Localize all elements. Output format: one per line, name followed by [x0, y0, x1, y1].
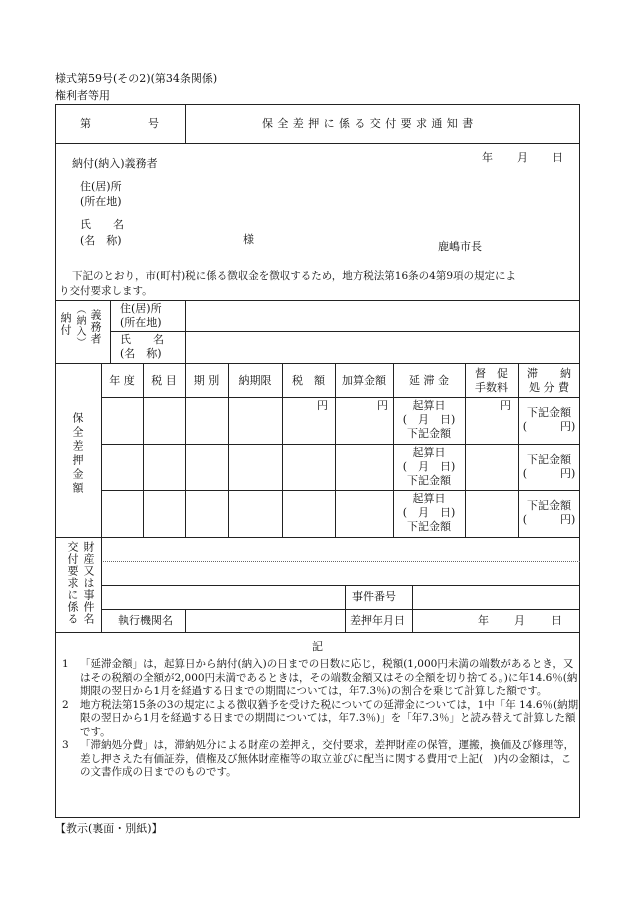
col-tax-item: 税 目	[151, 374, 177, 387]
divider	[412, 585, 413, 632]
form-subtitle: 権利者等用	[55, 89, 110, 102]
note-number: 3	[62, 739, 69, 751]
obligor-name: 氏 名	[120, 333, 164, 346]
divider	[228, 363, 229, 537]
divider	[185, 104, 186, 143]
name-label: 氏 名	[80, 218, 124, 231]
obligor-address: 住(居)所	[120, 302, 162, 315]
obligor-side-b: （納入）	[74, 304, 85, 348]
body-line-1: 下記のとおり，市(町村)税に係る徴収金を徴収するため，地方税法第16条の4第9項の規定によ	[72, 270, 516, 282]
property-side-a: 交付要求に係る	[66, 541, 79, 625]
issuer: 鹿嶋市長	[438, 240, 482, 253]
yen-additional: 円	[377, 399, 388, 412]
address-sub: (所在地)	[80, 195, 122, 208]
address-label: 住(居)所	[80, 180, 122, 193]
divider	[101, 444, 580, 445]
note-number: 1	[62, 658, 69, 670]
seizure-year: 年	[478, 614, 489, 627]
divider	[110, 331, 580, 332]
row1-delay-amount: 下記金額	[407, 427, 451, 440]
divider	[55, 300, 580, 301]
dotted-divider	[101, 561, 580, 562]
divider	[101, 490, 580, 491]
notes-heading: 記	[312, 640, 323, 653]
col-year: 年 度	[109, 374, 135, 387]
agency-label: 執行機関名	[118, 614, 173, 627]
col-period: 期 別	[193, 374, 220, 387]
document-title: 保全差押に係る交付要求通知書	[262, 117, 478, 130]
col-disposal-b: 処 分 費	[529, 381, 569, 394]
divider	[101, 363, 102, 632]
divider	[55, 363, 580, 364]
note-text: 「滞納処分費」は，滞納処分による財産の差押え，交付要求，差押財産の保管，運搬，換価及び修理等，差し押さえた有価証券，債権及び無体財産権等の取立並びに配当に関する費用で上記( )内の金額は，この文書作成の日までのものです。	[80, 739, 575, 778]
amount-side-label: 保全差押金額	[71, 412, 84, 496]
notes-list	[58, 658, 580, 780]
divider	[110, 300, 111, 363]
row3-delay-start: 起算日	[412, 492, 446, 505]
divider	[335, 363, 336, 537]
note-item	[58, 699, 580, 740]
yen-tax: 円	[317, 399, 328, 412]
divider	[282, 363, 283, 537]
name-sub: (名 称)	[80, 234, 122, 247]
date-month: 月	[517, 151, 528, 164]
divider	[101, 397, 580, 398]
seizure-month: 月	[514, 614, 525, 627]
row2-disposal-yen: ( 円)	[522, 467, 576, 480]
obligor-name-sub: (名 称)	[120, 347, 162, 360]
obligor-side-a: 納付	[59, 312, 72, 336]
divider	[185, 609, 186, 632]
note-text: 「延滞金額」は，起算日から納付(納入)の日までの日数に応じ，税額(1,000円未満の端数があるとき，又はその税額の全額が2,000円未満であるときは，その端数金額又はその全額を切り捨てる。)に年14.6％(納期限の翌日から1月を経過する日までの期間については，年7.3％)の割合を乗じて計算した額です。	[80, 658, 578, 697]
number-prefix: 第	[80, 117, 91, 130]
property-side-b: 財産又は事件名	[82, 541, 95, 625]
obligor-address-sub: (所在地)	[120, 316, 162, 329]
case-number-label: 事件番号	[352, 590, 396, 603]
row2-delay-amount: 下記金額	[407, 474, 451, 487]
divider	[185, 363, 186, 537]
col-fee-a: 督 促	[475, 367, 508, 380]
divider	[345, 585, 346, 632]
col-additional-tax: 加算金額	[342, 374, 386, 387]
col-delay-charge: 延 滞 金	[409, 374, 449, 387]
row1-disposal-yen: ( 円)	[522, 420, 576, 433]
row2-delay-start: 起算日	[412, 446, 446, 459]
row3-delay-date: ( 月 日)	[402, 506, 456, 519]
row3-delay-amount: 下記金額	[407, 520, 451, 533]
obligor-side-c: 義務者	[89, 309, 102, 345]
obligor-label: 納付(納入)義務者	[72, 157, 158, 170]
body-line-2: り交付要求します。	[59, 285, 153, 297]
divider	[55, 632, 580, 633]
date-day: 日	[552, 151, 563, 164]
honorific-sama: 様	[243, 233, 254, 246]
col-disposal-a: 滞 納	[527, 367, 571, 380]
row3-disposal-yen: ( 円)	[522, 513, 576, 526]
note-item	[58, 739, 580, 780]
divider	[55, 143, 580, 144]
note-text: 地方税法第15条の3の規定による徴収猶予を受けた税についての延滞金については，1中「年 14.6％(納期限の翌日から1月を経過する日までの期間については，年7.3％)」を「年7.3％」と読み替えて計算した額です。	[80, 698, 579, 738]
divider	[101, 609, 580, 610]
form-number: 様式第59号(その2)(第34条関係)	[55, 72, 218, 85]
yen-fee: 円	[500, 399, 511, 412]
number-suffix: 号	[148, 117, 159, 130]
col-fee-b: 手数料	[475, 381, 508, 394]
row2-disposal-amount: 下記金額	[527, 453, 571, 466]
divider	[101, 585, 580, 586]
seizure-day: 日	[551, 614, 562, 627]
note-item	[58, 658, 580, 699]
divider	[143, 363, 144, 537]
row1-delay-date: ( 月 日)	[402, 413, 456, 426]
row3-disposal-amount: 下記金額	[527, 499, 571, 512]
col-due-date: 納期限	[238, 374, 272, 387]
seizure-date-label: 差押年月日	[350, 614, 405, 627]
divider	[185, 300, 186, 363]
divider	[55, 537, 580, 538]
footer-instruction: 【教示(裏面・別紙)】	[55, 822, 163, 835]
row1-disposal-amount: 下記金額	[527, 406, 571, 419]
col-tax-amount: 税 額	[292, 374, 325, 387]
row1-delay-start: 起算日	[412, 399, 446, 412]
row2-delay-date: ( 月 日)	[402, 460, 456, 473]
date-year: 年	[482, 151, 493, 164]
note-number: 2	[62, 698, 69, 711]
